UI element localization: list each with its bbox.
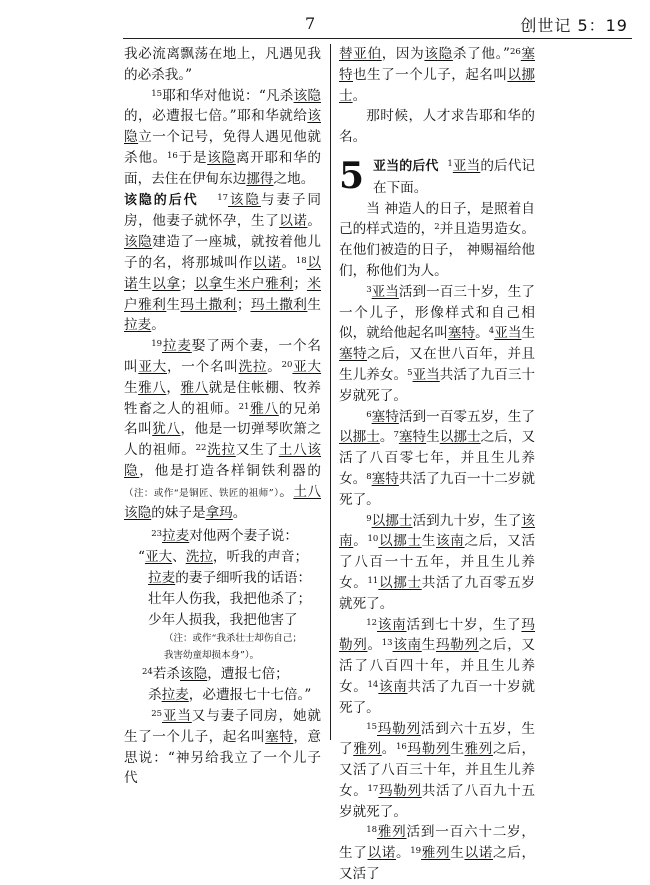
verse-number: 18 <box>295 255 307 266</box>
section-heading: 亚当的后代 <box>373 158 439 174</box>
name-link: 亚大 <box>138 358 167 375</box>
verse-number: 23 <box>151 529 163 540</box>
name-link: 该南 <box>435 533 465 550</box>
name-link: 替亚伯 <box>339 46 382 62</box>
name-link: 塞特 <box>265 728 294 745</box>
verse-number: 2 <box>434 222 440 233</box>
name-link: 该南 <box>392 637 422 654</box>
name-link: 玛土撒利 <box>250 296 308 313</box>
name-link: 以挪士 <box>378 533 422 550</box>
verse-number: 6 <box>366 409 372 420</box>
name-link: 以诺 <box>464 845 493 862</box>
poem-line: $^{24}$若杀该隐，遭报七倍； <box>142 666 289 683</box>
name-link: 雅列 <box>377 824 407 841</box>
name-link: 拉麦 <box>162 528 190 545</box>
name-link: 亚大 <box>292 358 322 375</box>
name-link: 雅列 <box>421 845 451 862</box>
name-link: 该隐 <box>124 234 153 251</box>
verse-number: 14 <box>367 679 379 690</box>
poem-line: “亚大、洗拉，听我的声音； <box>138 549 309 566</box>
footnote: （注：或作“是铜匠、铁匠的祖师”） <box>124 487 280 499</box>
chapter-intro <box>373 156 535 199</box>
name-link: 雅八 <box>180 379 209 396</box>
verse-6: $^6$塞特活到一百零五岁，生了以挪士。$^7$塞特生以挪士之后，又活了八百零七年，并且生儿养女。$^8$塞特共活了九百一十二岁就死了。 <box>339 408 536 508</box>
page-number: 7 <box>305 14 316 33</box>
verse-number: 4 <box>488 326 495 337</box>
poem-block <box>124 547 321 706</box>
verse-18: $^{18}$雅列活到一百六十二岁，生了以诺。$^{19}$雅列生以诺之后，又活了 <box>339 824 536 883</box>
page-header <box>0 0 650 38</box>
verse-15: $^{15}$耶和华对他说：“凡杀该隐的，必遭报七倍。”耶和华就给该隐立一个记号，免得人遇见他就杀他。$^{16}$于是该隐离开耶和华的面，去住在伊甸东边挪得之地。 <box>124 87 322 187</box>
verse-number: 11 <box>367 575 379 586</box>
verse-9: $^9$以挪士活到九十岁，生了该南。$^{10}$以挪士生该南之后，又活了八百一十五年，并且生儿养女。$^{11}$以挪士共活了九百零五岁就死了。 <box>339 512 536 612</box>
name-link: 挪得 <box>246 170 274 187</box>
column-divider <box>330 44 331 740</box>
name-link: 该隐 <box>293 87 322 104</box>
name-link: 玛勒列 <box>339 616 536 654</box>
name-link: 土八该隐 <box>124 442 322 479</box>
verse-15: $^{15}$玛勒列活到六十五岁，生了雅列。$^{16}$玛勒列生雅列之后，又活了八百三十年，并且生儿养女。$^{17}$玛勒列共活了八百九十五岁就死了。 <box>339 720 536 820</box>
verse-19: $^{19}$拉麦娶了两个妻，一个名叫亚大，一个名叫洗拉。$^{20}$亚大生雅八，雅八就是住帐棚、牧养牲畜之人的祖师。$^{21}$雅八的兄弟名叫犹八，他是一切弹琴吹箫之人的祖师。$^{22}$洗拉又生了土八该隐，他是打造各样铜铁利器的（注：或作“是铜匠、铁匠的祖师”）。土八该隐的妹子是拿玛。 <box>124 338 322 521</box>
verse-number: 19 <box>151 339 163 350</box>
name-link: 玛土撒利 <box>180 296 237 313</box>
right-column <box>339 44 535 885</box>
verse-1-2: 当 神造人的日子，是照着自己的样式造的，$^2$并且造男造女。在他们被造的日子， 神赐福给他们，称他们为人。 <box>339 200 536 279</box>
header-rule <box>123 38 632 39</box>
name-link: 以挪士 <box>378 574 422 591</box>
poem-line: 少年人损我，我把他害了 <box>148 611 298 628</box>
name-link: 该隐 <box>228 191 261 208</box>
name-link: 玛勒列 <box>406 741 451 758</box>
name-link: 以诺 <box>124 254 322 292</box>
verse-number: 16 <box>166 150 178 161</box>
verse-number: 9 <box>366 513 372 524</box>
name-link: 塞特 <box>398 429 427 446</box>
poem-line: 杀拉麦，必遭报七十七倍。” <box>148 687 312 704</box>
verse-number: 1 <box>447 158 453 169</box>
name-link: 以拿 <box>152 275 181 292</box>
verse-1: 亚当的后代 $^1$亚当的后代记在下面。 <box>373 157 535 196</box>
name-link: 该隐 <box>180 666 208 683</box>
verse-number: 20 <box>281 359 293 370</box>
verse-3: $^3$亚当活到一百三十岁，生了一个儿子，形像样式和自己相似，就给他起名叫塞特。$^4$亚当生塞特之后，又在世八百年，并且生儿养女。$^5$亚当共活了九百三十岁就死了。 <box>339 283 536 404</box>
chapter-start <box>339 156 535 199</box>
verse-number: 12 <box>366 617 378 628</box>
left-column <box>124 44 321 789</box>
name-link: 土八该隐 <box>124 483 322 521</box>
name-link: 该南 <box>377 616 407 633</box>
name-link: 洗拉 <box>185 549 213 566</box>
footnote: 我害幼童却损本身”）。 <box>164 650 260 662</box>
verse-23: $^{23}$拉麦对他两个妻子说： <box>151 528 298 545</box>
name-link: 塞特 <box>339 46 536 83</box>
name-link: 拉麦 <box>162 338 192 355</box>
verse-number: 8 <box>366 471 372 482</box>
name-link: 以拿 <box>194 275 223 292</box>
verse-number: 21 <box>238 401 250 412</box>
verse-25: $^{25}$亚当又与妻子同房，她就生了一个儿子，起名叫塞特，意思说：“神另给我立了一个儿子代 <box>124 707 322 787</box>
verse-number: 25 <box>151 708 163 719</box>
name-link: 米户雅利 <box>236 275 294 292</box>
name-link: 玛勒列 <box>377 720 421 737</box>
verse-17: 该隐的后代 $^{17}$该隐与妻子同房，他妻子就怀孕，生了以诺。该隐建造了一座城，就按着他儿子的名，将那城叫作以诺。$^{18}$以诺生以拿；以拿生米户雅利；米户雅利生玛土撒利；玛土撒利生拉麦。 <box>124 191 322 334</box>
verse-number: 15 <box>151 88 163 99</box>
name-link: 雅列 <box>353 741 382 758</box>
name-link: 拉麦 <box>124 317 152 334</box>
name-link: 亚当 <box>412 366 440 383</box>
name-link: 该南 <box>339 512 536 550</box>
name-link: 拿玛 <box>205 504 233 521</box>
name-link: 以诺 <box>367 845 396 862</box>
name-link: 玛勒列 <box>435 637 479 654</box>
verse-number: 19 <box>410 846 422 857</box>
verse-number: 17 <box>217 192 229 203</box>
section-heading: 该隐的后代 <box>124 192 199 208</box>
name-link: 以诺 <box>279 213 308 230</box>
verse-number: 18 <box>366 825 378 836</box>
name-link: 雅八 <box>249 400 279 417</box>
verse-number: 24 <box>142 667 153 678</box>
footnote: （注：或作“我杀壮士却伤自己； <box>164 633 302 645</box>
verse-number: 5 <box>407 367 413 378</box>
name-link: 洗拉 <box>206 442 236 459</box>
name-link: 亚当 <box>371 283 399 300</box>
verse-number: 7 <box>393 430 399 441</box>
verse-number: 26 <box>509 47 521 57</box>
name-link: 该隐 <box>124 108 321 146</box>
name-link: 玛勒列 <box>378 782 422 799</box>
name-link: 亚当 <box>162 707 192 724</box>
name-link: 以诺 <box>252 254 282 271</box>
name-link: 以挪士 <box>339 66 535 104</box>
name-link: 该隐 <box>207 149 236 166</box>
chapter-reference: 创世记 5：19 <box>520 16 628 35</box>
name-link: 该隐 <box>424 46 453 62</box>
name-link: 拉麦 <box>148 569 176 586</box>
verse-12: $^{12}$该南活到七十岁，生了玛勒列。$^{13}$该南生玛勒列之后，又活了八百四十年，并且生儿养女。$^{14}$该南共活了九百一十岁就死了。 <box>339 616 536 716</box>
name-link: 以挪士 <box>439 429 481 446</box>
name-link: 拉麦 <box>161 687 189 704</box>
verse-number: 3 <box>366 284 372 295</box>
chapter-number: 5 <box>339 154 365 197</box>
name-link: 塞特 <box>371 408 399 425</box>
name-link: 亚当 <box>494 325 522 342</box>
text-paragraph: 我必流离飘荡在地上，凡遇见我的必杀我。” <box>124 46 321 83</box>
verse-number: 13 <box>381 638 393 649</box>
name-link: 雅八 <box>138 379 167 396</box>
name-link: 洗拉 <box>238 358 268 375</box>
verse-number: 17 <box>367 783 379 794</box>
name-link: 该南 <box>378 678 408 695</box>
name-link: 亚当 <box>452 157 481 174</box>
name-link: 塞特 <box>447 325 476 342</box>
name-link: 以挪士 <box>371 512 413 529</box>
name-link: 亚大 <box>144 549 173 566</box>
poem-line: 拉麦的妻子细听我的话语： <box>148 569 312 586</box>
name-link: 犹八 <box>152 421 181 438</box>
name-link: 米户雅利 <box>124 275 322 313</box>
name-link: 以挪士 <box>339 429 380 446</box>
poem-line: 壮年人伤我，我把他杀了； <box>148 590 312 607</box>
name-link: 雅列 <box>464 741 493 758</box>
verse-25-cont: 替亚伯，因为该隐杀了他。”$^{26}$塞特也生了一个儿子，起名叫以挪士。 <box>339 46 536 104</box>
text-paragraph: 那时候，人才求告耶和华的名。 <box>339 108 535 146</box>
name-link: 塞特 <box>339 346 368 363</box>
verse-number: 16 <box>396 742 407 753</box>
verse-number: 15 <box>366 721 378 732</box>
verse-number: 10 <box>367 534 379 545</box>
name-link: 塞特 <box>371 470 399 487</box>
verse-number: 22 <box>195 443 207 454</box>
